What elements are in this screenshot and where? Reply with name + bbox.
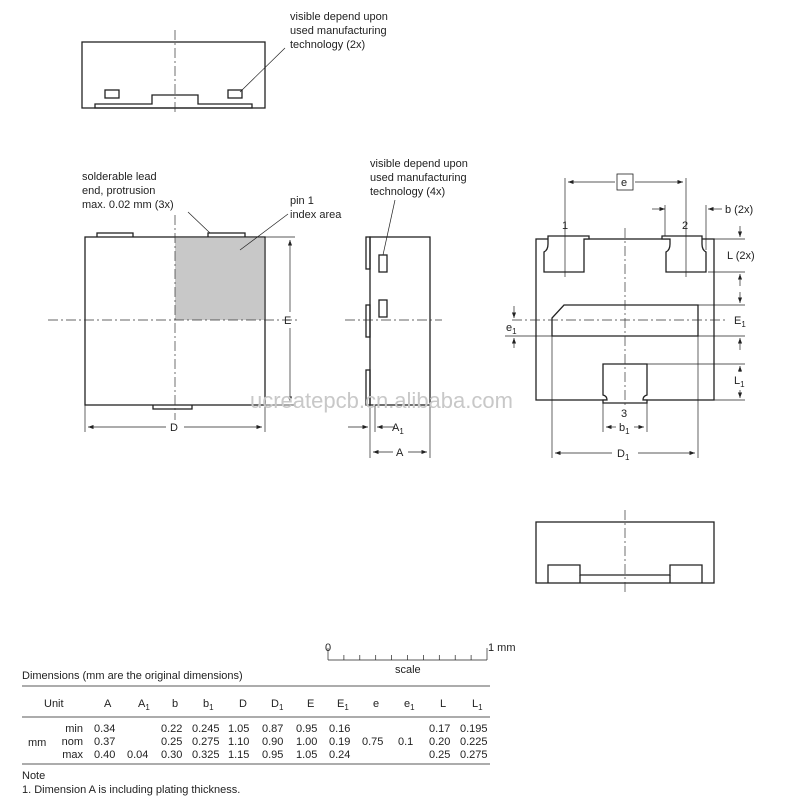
table-cell: 0.25 <box>161 736 183 748</box>
table-cell: 1.00 <box>296 736 318 748</box>
table-cell: 0.37 <box>94 736 116 748</box>
dim-E1-label: $E_1$ <box>734 315 746 329</box>
note-title: Note <box>22 770 46 782</box>
watermark: ucreatepcb.cn.alibaba.com <box>250 388 513 413</box>
bottom-view <box>505 174 755 462</box>
pin-2-label: 2 <box>682 220 689 232</box>
dim-A1-label: $A_1$ <box>392 422 404 436</box>
table-cell: 0.75 <box>362 736 384 748</box>
table-cell: 0.19 <box>329 736 351 748</box>
column-header: L <box>440 698 447 710</box>
row-label: min <box>65 723 83 735</box>
table-cell: 1.15 <box>228 749 250 761</box>
table-cell: 0.34 <box>94 723 116 735</box>
dim-D1-label: $D_1$ <box>617 448 630 462</box>
dim-b1-label: $b_1$ <box>619 422 630 436</box>
table-cell: 0.17 <box>429 723 451 735</box>
table-cell: 0.90 <box>262 736 284 748</box>
scale-start-label: 0 <box>325 642 332 654</box>
table-cell: 1.05 <box>296 749 318 761</box>
dimensions-table <box>22 670 490 796</box>
note-text: 1. Dimension A is including plating thickness. <box>22 784 241 796</box>
scale-end-label: 1 mm <box>488 642 516 654</box>
table-cell: 0.275 <box>192 736 220 748</box>
table-cell: 0.25 <box>429 749 451 761</box>
annotation-line: solderable lead <box>82 171 157 183</box>
table-cell: 0.325 <box>192 749 220 761</box>
annotation-line: used manufacturing <box>370 172 467 184</box>
column-header: e <box>373 698 380 710</box>
scale-bar <box>325 642 516 676</box>
table-cell: 0.16 <box>329 723 351 735</box>
dim-e1-label: $e_1$ <box>506 322 517 336</box>
table-cell: 0.225 <box>460 736 488 748</box>
annotation-line: visible depend upon <box>370 158 468 170</box>
table-cell: 1.10 <box>228 736 250 748</box>
table-cell: 1.05 <box>228 723 250 735</box>
annotation-line: visible depend upon <box>290 11 388 23</box>
column-header: $e_1$ <box>404 698 415 712</box>
unit-value: mm <box>28 737 47 749</box>
scale-label: scale <box>395 664 421 676</box>
table-cell: 0.95 <box>262 749 284 761</box>
annotation-line: max. 0.02 mm (3x) <box>82 199 174 211</box>
unit-header: Unit <box>44 698 64 710</box>
column-header: A <box>104 698 112 710</box>
column-header: $E_1$ <box>337 698 349 712</box>
column-header: $L_1$ <box>472 698 483 712</box>
table-title: Dimensions (mm are the original dimensions) <box>22 670 243 682</box>
annotation-line: end, protrusion <box>82 185 156 197</box>
annotation-line: technology (4x) <box>370 186 446 198</box>
row-label: max <box>62 749 83 761</box>
dim-L-label: L (2x) <box>727 250 755 262</box>
bottom-side-view <box>536 510 714 592</box>
table-cell: 0.87 <box>262 723 284 735</box>
annotation-line: pin 1 <box>290 195 314 207</box>
column-header: $b_1$ <box>203 698 214 712</box>
table-cell: 0.245 <box>192 723 220 735</box>
column-header: D <box>239 698 247 710</box>
annotation-line: used manufacturing <box>290 25 387 37</box>
dim-L1-label: $L_1$ <box>734 375 745 389</box>
dim-D-label: D <box>170 422 178 434</box>
table-cell: 0.1 <box>398 736 414 748</box>
pin-3-label: 3 <box>621 408 628 420</box>
table-cell: 0.24 <box>329 749 351 761</box>
row-label: nom <box>61 736 83 748</box>
pin-1-label: 1 <box>562 220 569 232</box>
table-cell: 0.22 <box>161 723 183 735</box>
table-cell: 0.275 <box>460 749 488 761</box>
annotation-line: index area <box>290 209 342 221</box>
dim-A-label: A <box>396 447 404 459</box>
dim-E-label: E <box>284 315 292 327</box>
column-header: $D_1$ <box>271 698 284 712</box>
table-cell: 0.195 <box>460 723 488 735</box>
table-cell: 0.30 <box>161 749 183 761</box>
table-cell: 0.95 <box>296 723 318 735</box>
top-side-view <box>82 11 388 115</box>
pin1-index-area <box>175 238 264 320</box>
side-view <box>345 158 468 459</box>
column-header: E <box>307 698 315 710</box>
table-cell: 0.04 <box>127 749 149 761</box>
annotation-line: technology (2x) <box>290 39 366 51</box>
table-cell: 0.40 <box>94 749 116 761</box>
dim-b-label: b (2x) <box>725 204 754 216</box>
column-header: b <box>172 698 179 710</box>
table-cell: 0.20 <box>429 736 451 748</box>
column-header: $A_1$ <box>138 698 150 712</box>
dim-e-label: e <box>621 177 628 189</box>
